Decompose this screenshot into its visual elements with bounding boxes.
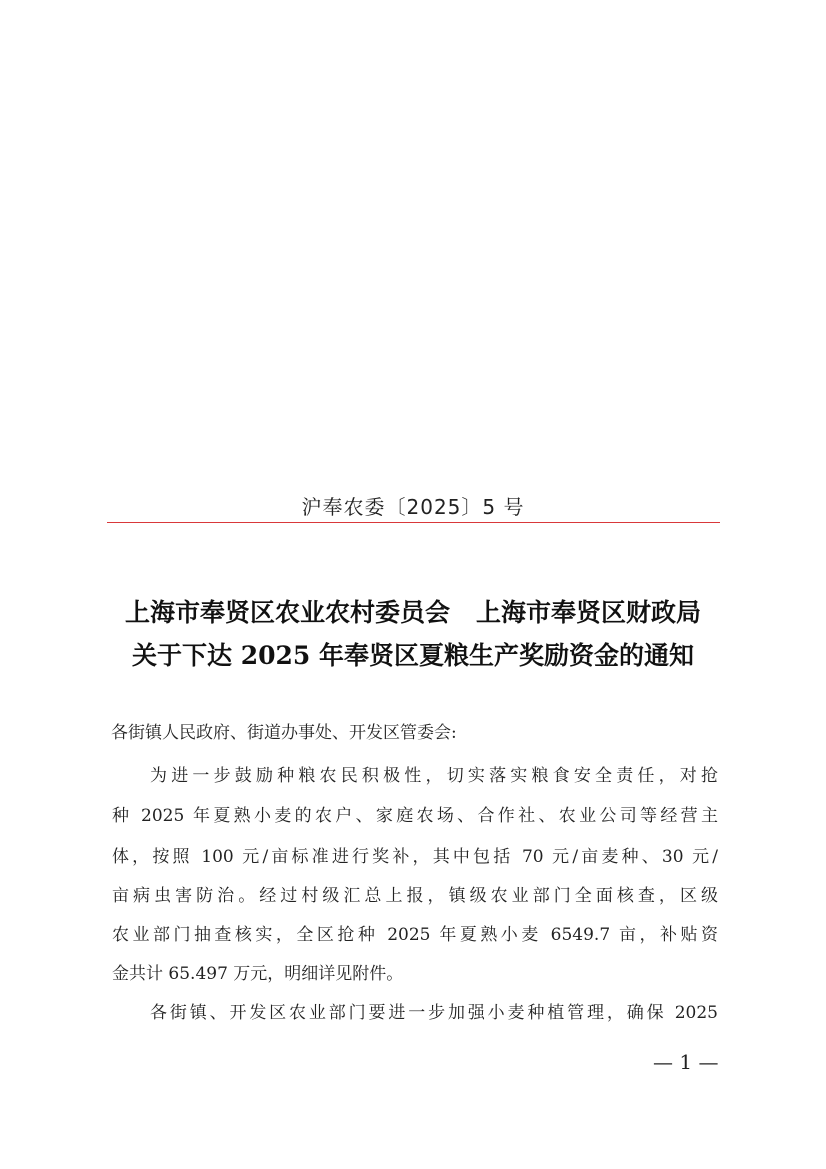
body-line: 金共计 65.497 万元，明细详见附件。 — [112, 964, 404, 984]
issuer-agriculture-committee: 上海市奉贤区农业农村委员会 — [124, 598, 450, 627]
body-line: 为进一步鼓励种粮农民积极性，切实落实粮食安全责任，对抢 — [150, 766, 718, 786]
document-number: 沪奉农委〔2025〕5 号 — [301, 495, 525, 519]
body-line: 各街镇、开发区农业部门要进一步加强小麦种植管理，确保 2025 — [150, 1003, 718, 1023]
title-line-2: 关于下达 2025 年奉贤区夏粮生产奖励资金的通知 — [132, 641, 694, 670]
red-divider-line — [107, 522, 720, 523]
body-line: 农业部门抽查核实，全区抢种 2025 年夏熟小麦 6549.7 亩，补贴资 — [112, 925, 718, 945]
body-line: 亩病虫害防治。经过村级汇总上报，镇级农业部门全面核查，区级 — [112, 886, 718, 906]
page-number: — 1 — — [653, 1050, 719, 1074]
body-line: 种 2025 年夏熟小麦的农户、家庭农场、合作社、农业公司等经营主 — [112, 806, 718, 826]
body-line: 体，按照 100 元/亩标准进行奖补，其中包括 70 元/亩麦种、30 元/ — [112, 847, 718, 867]
addressee: 各街镇人民政府、街道办事处、开发区管委会: — [111, 723, 457, 743]
issuer-finance-bureau: 上海市奉贤区财政局 — [476, 598, 702, 627]
title-line-1 — [0, 593, 826, 629]
